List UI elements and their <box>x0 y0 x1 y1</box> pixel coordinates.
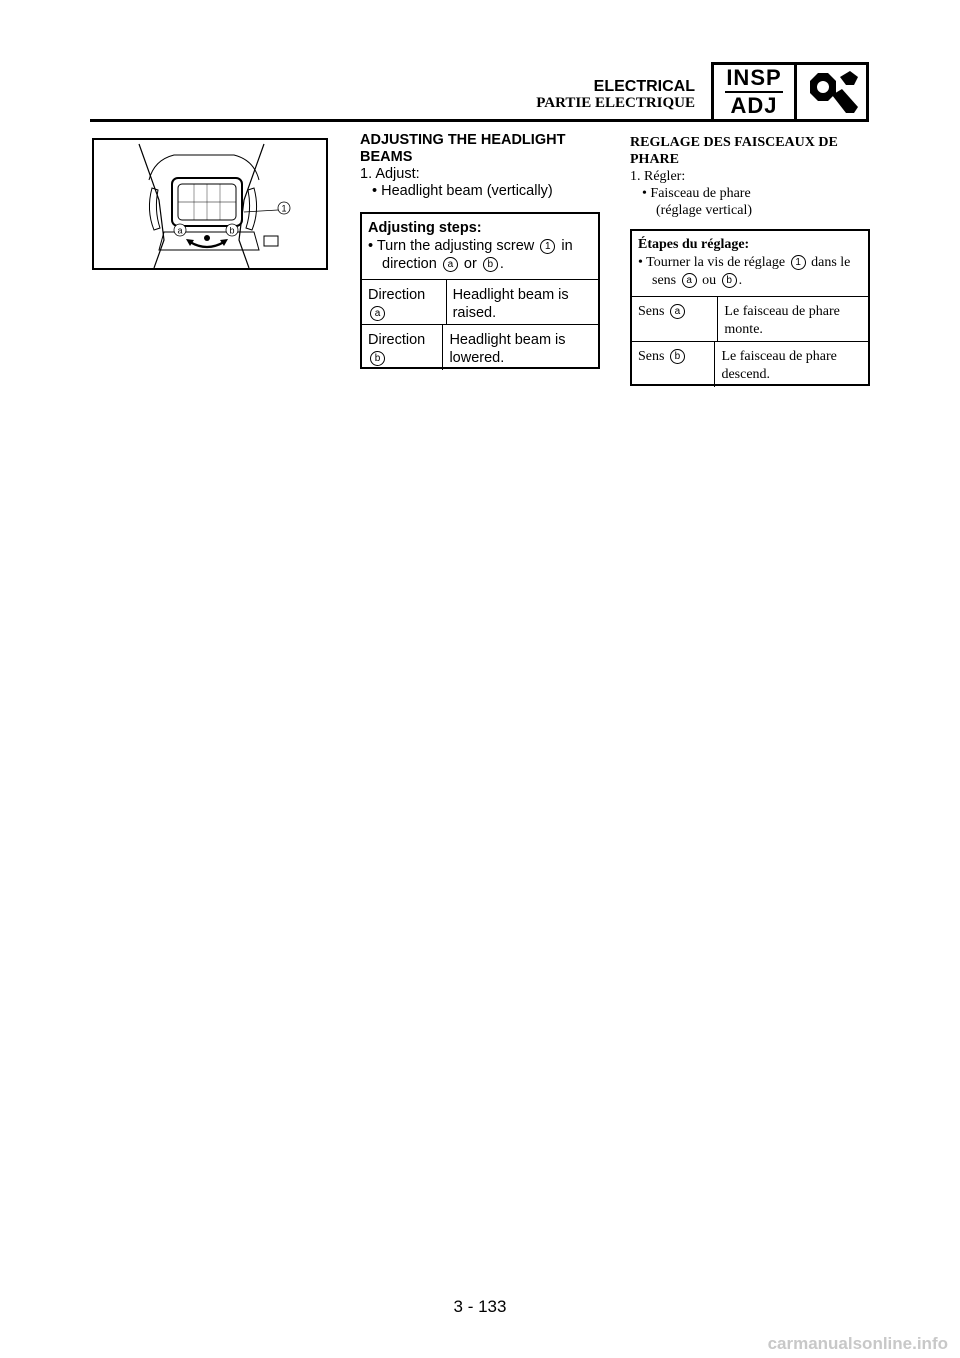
steps-instruction-en <box>368 237 592 255</box>
french-section <box>630 134 870 219</box>
header-rule <box>90 119 711 122</box>
page-number: 3 - 133 <box>453 1297 507 1316</box>
direction-cell <box>362 280 447 324</box>
heading-fr-line2: PHARE <box>630 152 679 167</box>
instr-text-2: dans le <box>811 255 851 270</box>
callout-b: b <box>229 225 235 236</box>
step-en: 1. Adjust: <box>360 166 420 182</box>
steps-instruction-en-2: direction a or b . <box>382 256 504 272</box>
dir-b-marker: b <box>483 257 498 272</box>
adjusting-steps-box-fr <box>630 229 870 386</box>
wrench-nut-icon <box>797 65 866 119</box>
headlight-illustration <box>92 138 328 270</box>
instr-text-3: sens <box>652 273 677 288</box>
direction-cell <box>632 342 715 387</box>
direction-label: Sens <box>638 349 665 364</box>
steps-title-en: Adjusting steps: <box>368 220 482 236</box>
result-cell: Le faisceau de phare descend. <box>721 349 837 382</box>
instr-text-2: in <box>561 238 573 254</box>
instr-or: or <box>463 256 477 272</box>
dir-a-marker: a <box>682 273 697 288</box>
badge-label <box>714 65 797 119</box>
result-cell: Headlight beam is lowered. <box>449 332 566 366</box>
section-title-fr: PARTIE ELECTRIQUE <box>536 95 695 111</box>
badge-bottom-text: ADJ <box>730 93 778 118</box>
direction-mark: b <box>670 349 685 364</box>
screw-number-marker: 1 <box>540 239 555 254</box>
table-row <box>632 342 868 387</box>
steps-instruction-fr-2: sens a ou b . <box>652 273 743 288</box>
instr-text-1: • Turn the adjusting screw <box>368 238 535 254</box>
direction-cell <box>632 297 718 341</box>
callout-a: a <box>177 225 183 236</box>
result-cell: Headlight beam is raised. <box>452 287 569 321</box>
adjusting-steps-box-en <box>360 212 600 369</box>
badge-top-text: INSP <box>726 65 782 90</box>
watermark: carmanualsonline.info <box>767 1334 948 1353</box>
bullet-fr-cont: (réglage vertical) <box>656 203 752 218</box>
direction-label: Direction <box>368 332 426 348</box>
steps-title-fr: Étapes du réglage: <box>638 237 750 252</box>
instr-ou: ou <box>702 273 717 288</box>
heading-fr-line1: REGLAGE DES FAISCEAUX DE <box>630 135 838 150</box>
insp-adj-badge <box>711 62 869 122</box>
dir-a-marker: a <box>443 257 458 272</box>
instr-text-3: direction <box>382 256 437 272</box>
direction-label: Sens <box>638 304 665 319</box>
direction-cell <box>362 325 443 370</box>
direction-label: Direction <box>368 287 426 303</box>
steps-en <box>362 214 598 280</box>
screw-number-marker: 1 <box>791 255 806 270</box>
direction-mark: a <box>370 306 385 321</box>
heading-en-line1: ADJUSTING THE HEADLIGHT <box>360 132 566 148</box>
dir-b-marker: b <box>722 273 737 288</box>
heading-en-line2: BEAMS <box>360 149 413 165</box>
bullet-en: • Headlight beam (vertically) <box>372 183 553 199</box>
instr-text-1: • Tourner la vis de réglage <box>638 255 786 270</box>
callout-1: 1 <box>281 203 287 214</box>
bullet-fr: • Faisceau de phare <box>642 186 751 201</box>
steps-fr <box>632 231 868 297</box>
table-row <box>632 297 868 342</box>
section-title-en: ELECTRICAL <box>593 78 695 95</box>
english-section <box>360 132 600 200</box>
direction-mark: b <box>370 351 385 366</box>
table-row <box>362 325 598 370</box>
table-row <box>362 280 598 325</box>
steps-instruction-fr <box>638 254 862 272</box>
step-fr: 1. Régler: <box>630 169 686 184</box>
result-cell: Le faisceau de phare monte. <box>724 304 840 337</box>
direction-mark: a <box>670 304 685 319</box>
